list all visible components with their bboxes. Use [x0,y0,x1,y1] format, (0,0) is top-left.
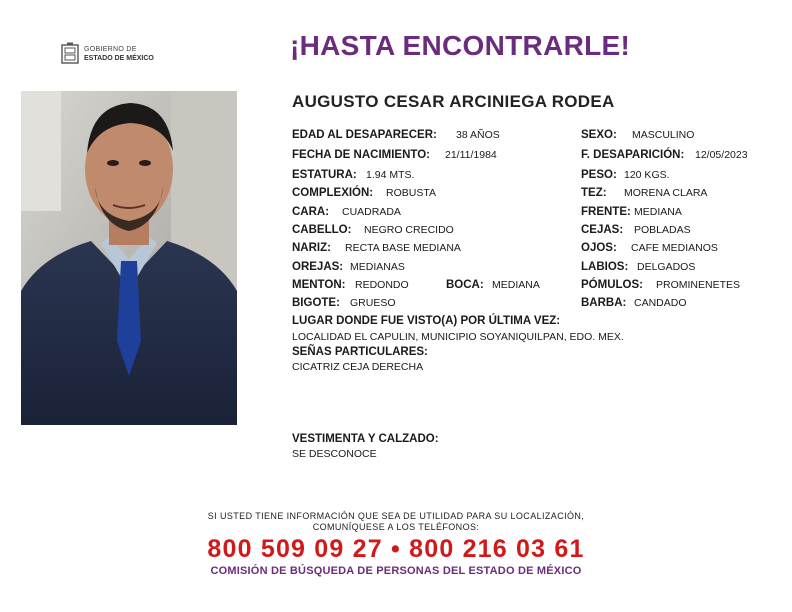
mustache-label: BIGOTE: [292,297,340,309]
mouth-label: BOCA: [446,279,484,291]
forehead-value: MEDIANA [634,206,682,218]
build-label: COMPLEXIÓN: [292,187,374,199]
skin-tone-value: MORENA CLARA [624,187,708,199]
hair-value: NEGRO CRECIDO [364,224,454,236]
government-logo [60,42,170,68]
portrait-image [21,91,237,425]
forehead-label: FRENTE: [581,206,631,218]
footer-note-line-1: SI USTED TIENE INFORMACIÓN QUE SEA DE UTILIDAD PARA SU LOCALIZACIÓN, [207,511,585,521]
disappearance-date-label: F. DESAPARICIÓN: [581,149,685,161]
hair-label: CABELLO: [292,224,352,236]
age-label: EDAD AL DESAPARECER: [292,129,437,141]
nose-value: RECTA BASE MEDIANA [345,242,461,254]
ears-value: MEDIANAS [350,261,405,273]
last-seen-value: LOCALIDAD EL CAPULIN, MUNICIPIO SOYANIQUILPAN, EDO. MEX. [292,331,624,343]
distinguishing-marks-value: CICATRIZ CEJA DERECHA [292,361,424,373]
chin-value: REDONDO [355,279,409,291]
ears-label: OREJAS: [292,261,344,273]
logo-line-2: ESTADO DE MÉXICO [84,55,154,62]
weight-value: 120 KGS. [624,169,670,181]
weight-label: PESO: [581,169,617,181]
lips-value: DELGADOS [637,261,696,273]
logo-line-1: GOBIERNO DE [84,46,137,53]
chin-label: MENTON: [292,279,346,291]
face-value: CUADRADA [342,206,401,218]
eyebrows-value: POBLADAS [634,224,691,236]
clothing-label: VESTIMENTA Y CALZADO: [292,433,439,445]
beard-value: CANDADO [634,297,687,309]
disappearance-date-value: 12/05/2023 [695,149,748,161]
cheekbones-value: PROMINENETES [656,279,741,291]
estado-de-mexico-seal-icon [60,42,80,66]
missing-person-photo [21,91,237,425]
clothing-value: SE DESCONOCE [292,448,377,460]
build-value: ROBUSTA [386,187,436,199]
eyebrows-label: CEJAS: [581,224,624,236]
nose-label: NARIZ: [292,242,331,254]
skin-tone-label: TEZ: [581,187,607,199]
eyes-label: OJOS: [581,242,617,254]
birthdate-value: 21/11/1984 [445,149,497,161]
mouth-value: MEDIANA [492,279,540,291]
eyes-value: CAFE MEDIANOS [631,242,718,254]
cheekbones-label: PÓMULOS: [581,279,643,291]
lips-label: LABIOS: [581,261,629,273]
mustache-value: GRUESO [350,297,396,309]
commission-name: COMISIÓN DE BÚSQUEDA DE PERSONAS DEL ESTADO DE MÉXICO [210,565,582,577]
headline: ¡HASTA ENCONTRARLE! [290,30,631,61]
height-label: ESTATURA: [292,169,357,181]
person-name: AUGUSTO CESAR ARCINIEGA RODEA [292,92,615,111]
age-value: 38 AÑOS [456,129,500,141]
last-seen-label: LUGAR DONDE FUE VISTO(A) POR ÚLTIMA VEZ: [292,315,561,327]
sex-label: SEXO: [581,129,617,141]
birthdate-label: FECHA DE NACIMIENTO: [292,149,430,161]
contact-phone-numbers: 800 509 09 27 • 800 216 03 61 [207,535,585,563]
sex-value: MASCULINO [632,129,695,141]
height-value: 1.94 MTS. [366,169,415,181]
face-label: CARA: [292,206,330,218]
footer-note-line-2: COMUNÍQUESE A LOS TELÉFONOS: [312,522,480,532]
distinguishing-marks-label: SEÑAS PARTICULARES: [292,346,428,358]
beard-label: BARBA: [581,297,627,309]
